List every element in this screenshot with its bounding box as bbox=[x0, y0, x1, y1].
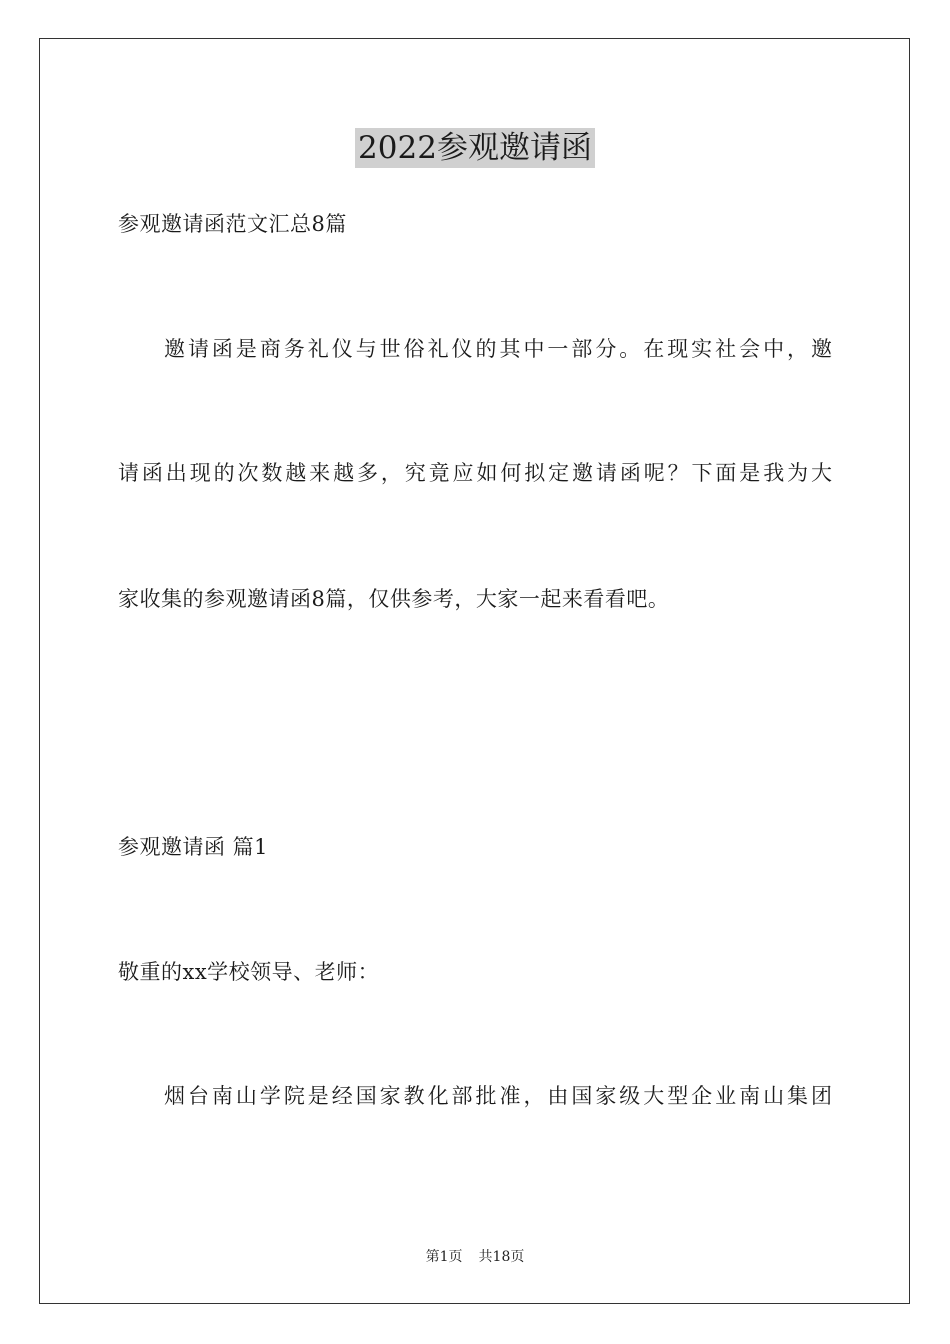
page-footer bbox=[0, 1248, 950, 1266]
intro-line-2: 请函出现的次数越来越多，究竟应如何拟定邀请函呢？下面是我为大 bbox=[118, 461, 832, 485]
intro-line-3: 家收集的参观邀请函8篇，仅供参考，大家一起来看看吧。 bbox=[118, 587, 670, 611]
title-container bbox=[0, 128, 950, 168]
document-subtitle: 参观邀请函范文汇总8篇 bbox=[118, 212, 347, 236]
document-title: 2022参观邀请函 bbox=[355, 128, 595, 168]
section-heading: 参观邀请函 篇1 bbox=[118, 835, 269, 859]
intro-line-1: 邀请函是商务礼仪与世俗礼仪的其中一部分。在现实社会中，邀 bbox=[164, 337, 832, 361]
page-total: 共18页 bbox=[478, 1249, 525, 1265]
body-line-1: 烟台南山学院是经国家教化部批准，由国家级大型企业南山集团 bbox=[164, 1084, 832, 1108]
salutation: 敬重的xx学校领导、老师： bbox=[118, 960, 380, 984]
page-number: 第1页 bbox=[425, 1249, 463, 1265]
